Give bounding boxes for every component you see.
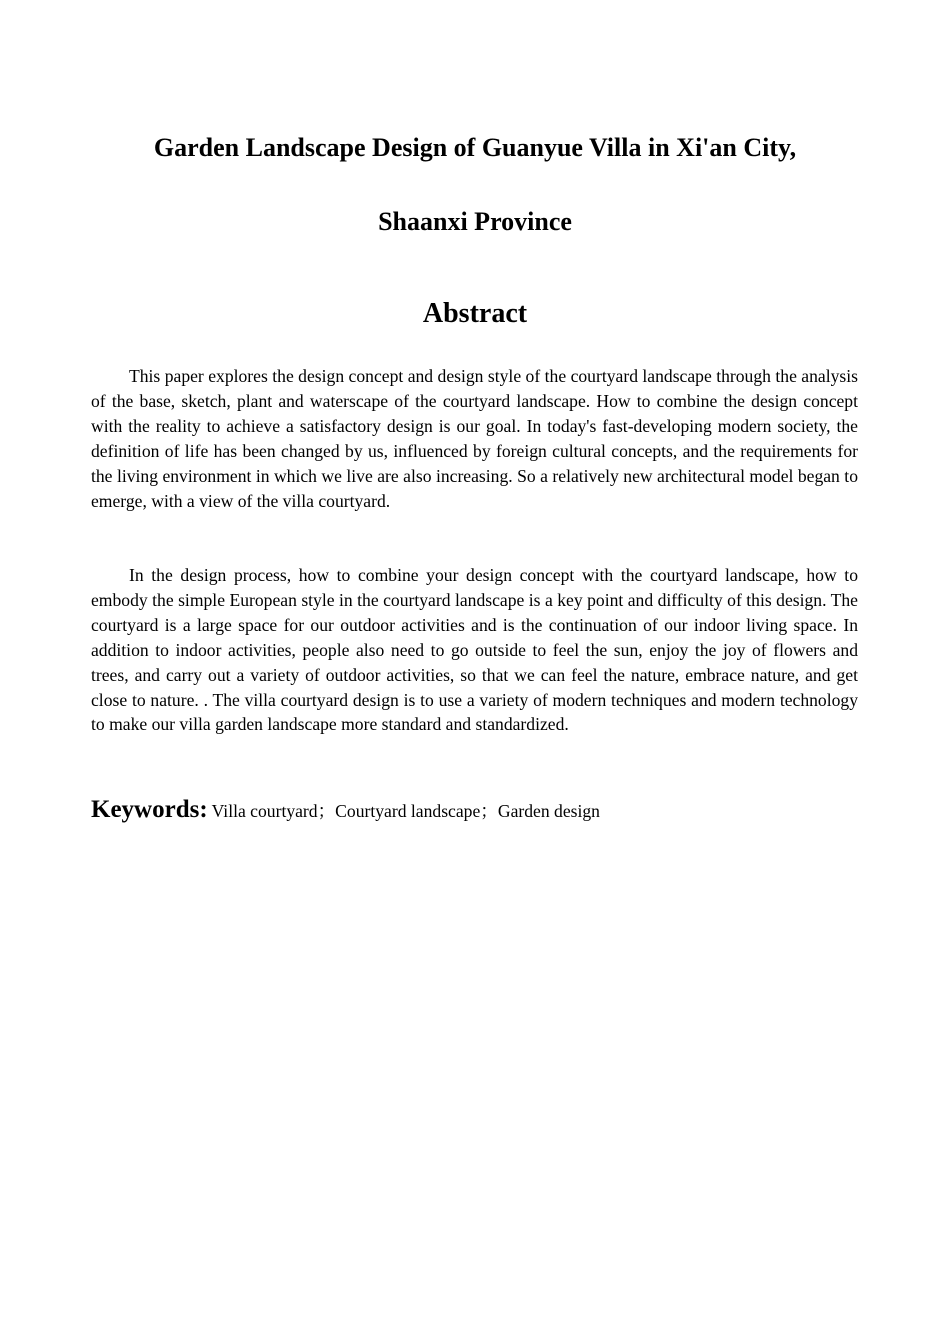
paper-title-line-2: Shaanxi Province [378,207,572,236]
keywords-list: Villa courtyard；Courtyard landscape；Garden design [211,801,600,821]
keywords-line [91,796,858,824]
abstract-heading: Abstract [422,298,528,329]
paper-title-line-1: Garden Landscape Design of Guanyue Villa in Xi'an City, [153,133,797,162]
abstract-paragraph-2: In the design process, how to combine your design concept with the courtyard landscape, how to embody the simple European style in the courtyard landscape is a key point and difficulty of this design. The courtyard is a large space for our outdoor activities and is the continuation of our indoor living space. In addition to indoor activities, people also need to go outside to feel the sun, enjoy the joy of flowers and trees, and carry out a variety of outdoor activities, so that we can feel the nature, embrace nature, and get close to nature. . The villa courtyard design is to use a variety of modern techniques and modern technology to make our villa garden landscape more standard and standardized. [91,565,858,735]
keywords-label: Keywords: [91,796,208,823]
abstract-paragraph-1: This paper explores the design concept and design style of the courtyard landscape through the analysis of the base, sketch, plant and waterscape of the courtyard landscape. How to combine the design concept with the reality to achieve a satisfactory design is our goal. In today's fast-developing modern society, the definition of life has been changed by us, influenced by foreign cultural concepts, and the requirements for the living environment in which we live are also increasing. So a relatively new architectural model began to emerge, with a view of the villa courtyard. [91,366,858,511]
